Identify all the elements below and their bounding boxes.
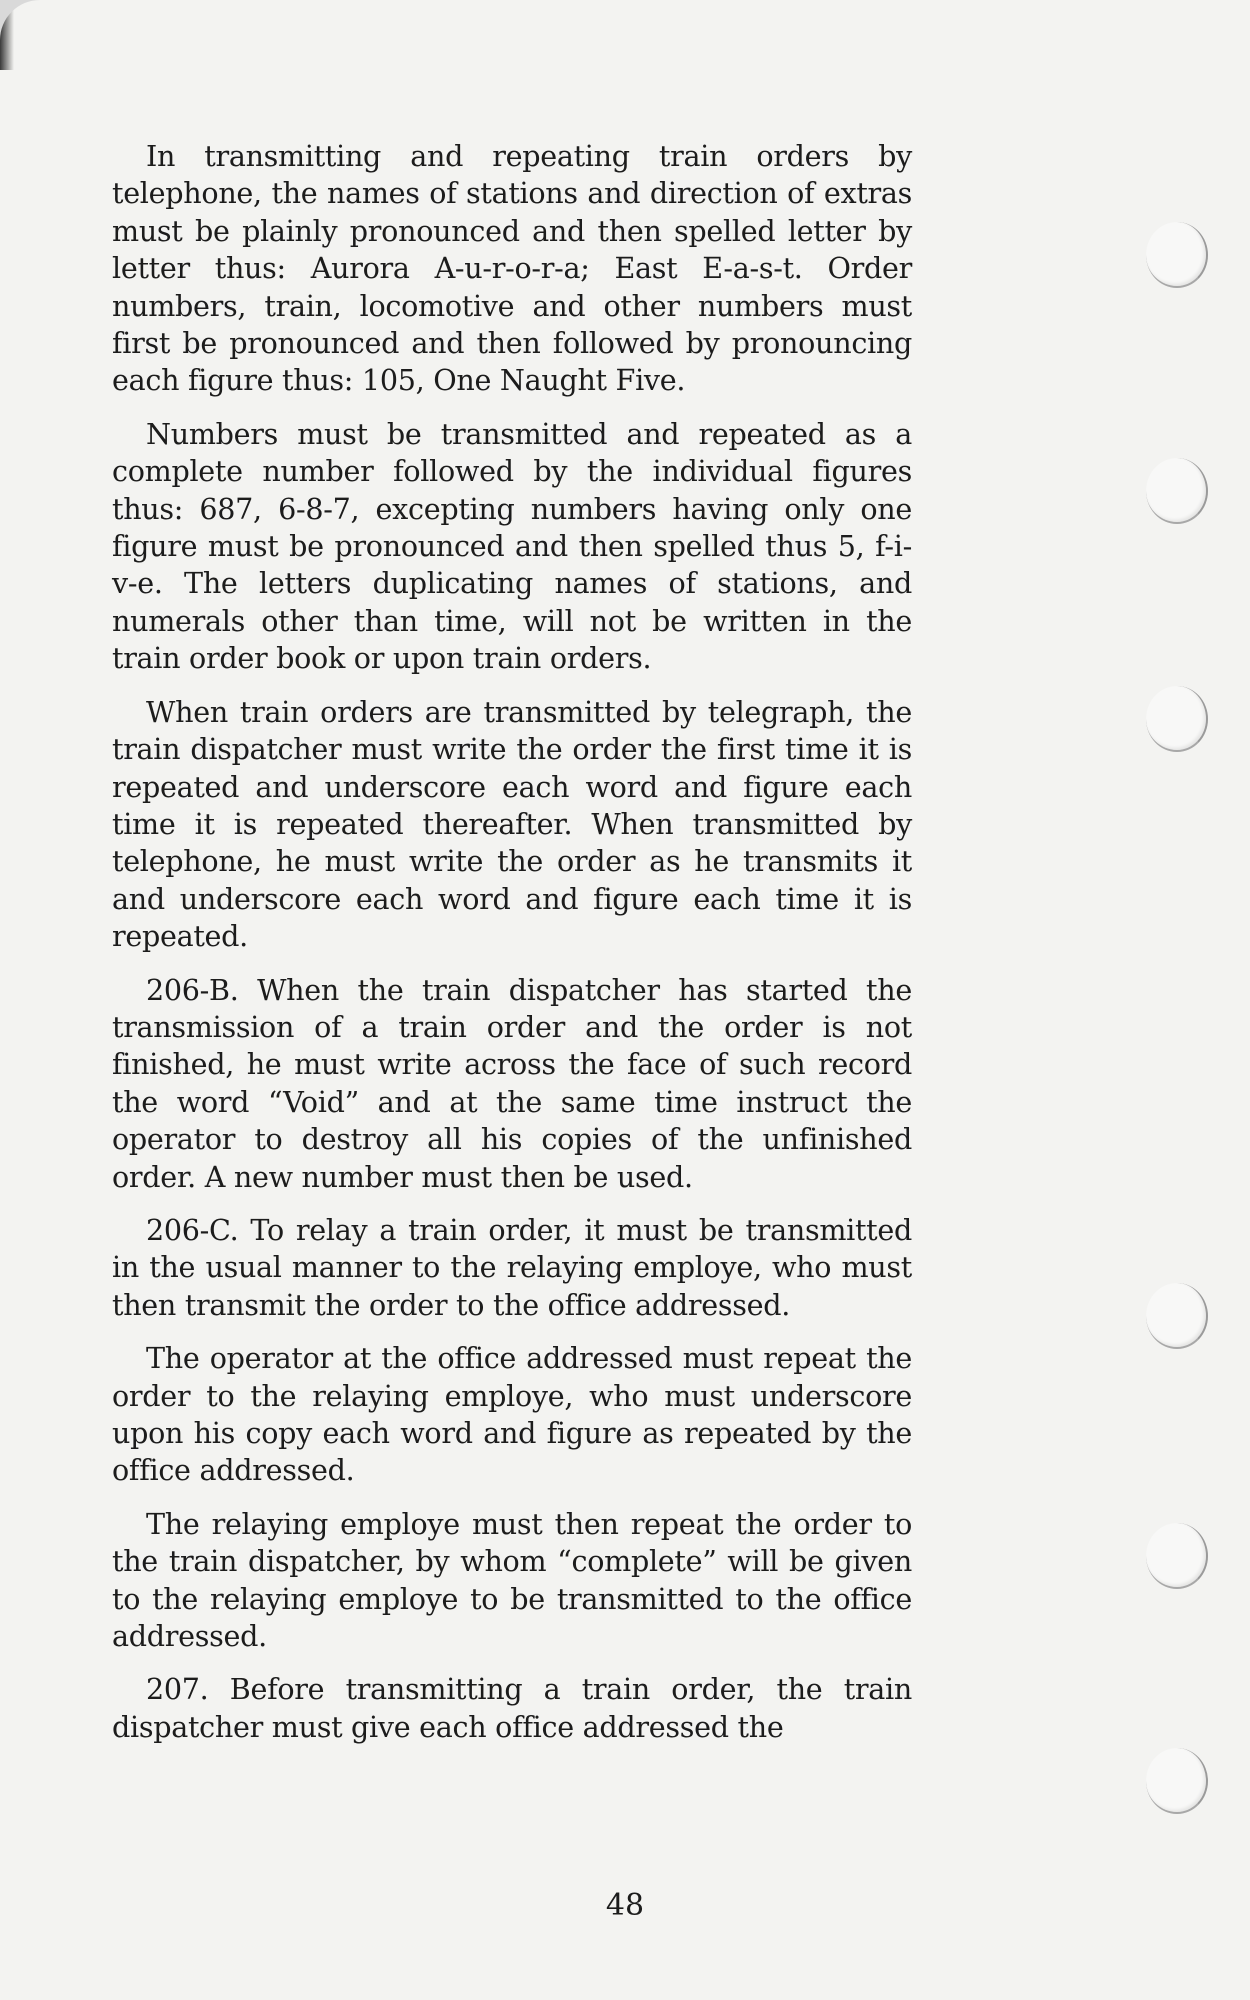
binder-hole-icon xyxy=(1146,1523,1208,1589)
paragraph-1: In transmitting and repeating train orders by telephone, the names of stations and direction of extras must be plainly pronounced and then spelled letter by letter thus: Aurora A-u-r-o-r-a; East E-a-s-t. Order numbers, train, locomotive and other numbers must first be pronounced and then followed by pronouncing each figure thus: 105, One Naught Five. xyxy=(112,139,912,398)
binder-hole-icon xyxy=(1146,222,1208,288)
binder-hole-icon xyxy=(1146,1283,1208,1349)
body-text xyxy=(112,138,912,1762)
binder-hole-icon xyxy=(1146,1748,1208,1814)
paragraph-3: When train orders are transmitted by telegraph, the train dispatcher must write the order the first time it is repeated and underscore each word and figure each time it is repeated thereafter. When transmitted by telephone, he must write the order as he transmits it and underscore each word and figure each time it is repeated. xyxy=(112,694,912,954)
binder-hole-icon xyxy=(1146,458,1208,524)
paragraph-8: 207. Before transmitting a train order, the train dispatcher must give each office addressed the xyxy=(112,1672,912,1744)
paragraph-2: Numbers must be transmitted and repeated as a complete number followed by the individual figures thus: 687, 6-8-7, excepting numbers having only one figure must be pronounced and then spelled thus 5, f-i-v-e. The letters duplicating names of stations, and numerals other than time, will not be written in the train order book or upon train orders. xyxy=(112,416,912,676)
paragraph-4: 206-B. When the train dispatcher has started the transmission of a train order and the order is not finished, he must write across the face of such record the word “Void” and at the same time instruct the operator to destroy all his copies of the unfinished order. A new number must then be used. xyxy=(112,972,912,1194)
paragraph-5: 206-C. To relay a train order, it must be transmitted in the usual manner to the relaying employe, who must then transmit the order to the office addressed. xyxy=(112,1212,912,1322)
paragraph-7: The relaying employe must then repeat the order to the train dispatcher, by whom “complete” will be given to the relaying employe to be transmitted to the office addressed. xyxy=(112,1506,912,1654)
page-number: 48 xyxy=(605,1888,645,1923)
binder-hole-icon xyxy=(1146,686,1208,752)
paragraph-6: The operator at the office addressed must repeat the order to the relaying employe, who must underscore upon his copy each word and figure as repeated by the office addressed. xyxy=(112,1341,912,1488)
